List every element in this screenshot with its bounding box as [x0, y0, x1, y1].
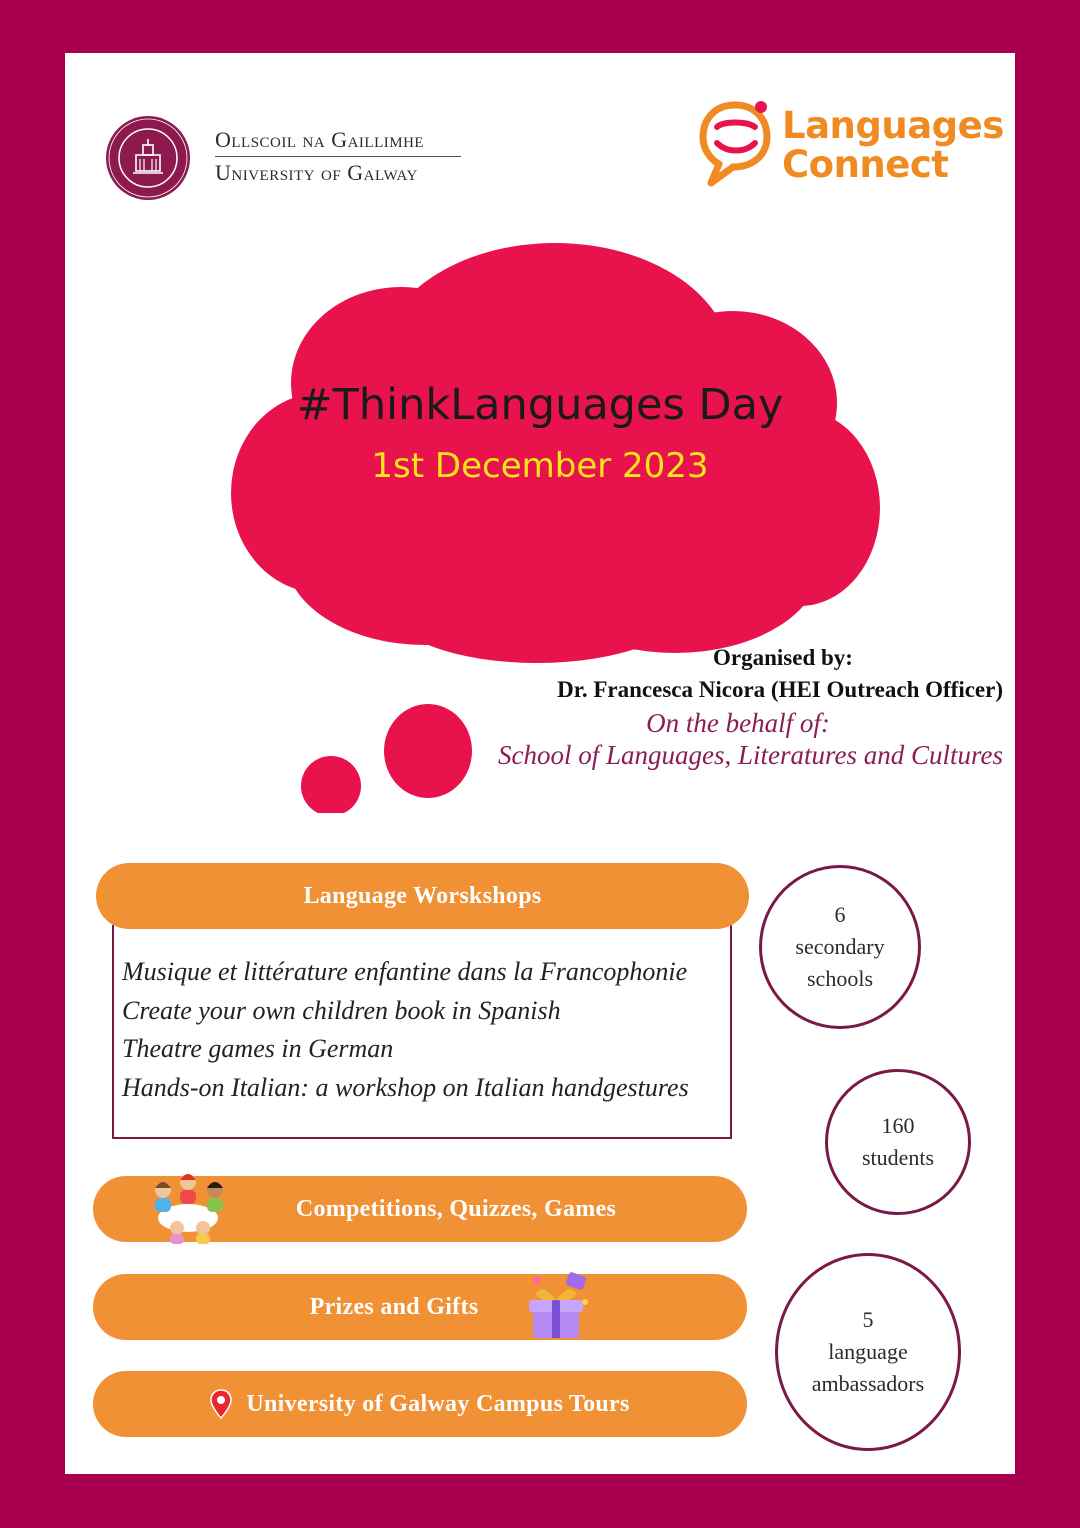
workshops-banner [96, 863, 749, 929]
prizes-label: Prizes and Gifts [309, 1293, 479, 1320]
university-name-irish: Ollscoil na Gaillimhe [215, 127, 461, 157]
stat-label: schools [807, 966, 873, 991]
university-seal-icon [105, 115, 191, 201]
workshop-item: Theatre games in German [122, 1034, 394, 1063]
organiser-label: Organised by: [713, 645, 853, 670]
event-title: #ThinkLanguages Day [296, 380, 784, 430]
languages-connect-line2: Connect [782, 143, 949, 186]
stat-secondary-schools [759, 865, 921, 1029]
competitions-label: Competitions, Quizzes, Games [295, 1195, 617, 1222]
behalf-label: On the behalf of: [646, 708, 830, 738]
stat-label: language [828, 1339, 908, 1364]
event-date: 1st December 2023 [371, 446, 709, 486]
languages-connect-line1: Languages [782, 104, 1004, 147]
campus-tours-banner [93, 1371, 747, 1437]
organiser-name: Dr. Francesca Nicora (HEI Outreach Officer) [557, 677, 1003, 702]
speech-bubble-icon [697, 97, 773, 191]
university-wordmark [215, 127, 461, 186]
stat-students [825, 1069, 971, 1215]
languages-connect-wordmark [782, 106, 1004, 184]
workshops-title: Language Worskshops [303, 882, 542, 909]
stat-label: students [861, 1145, 935, 1170]
gift-box-icon [523, 1268, 595, 1344]
location-pin-icon [210, 1389, 232, 1419]
organiser-block [363, 643, 1003, 771]
prizes-banner [93, 1274, 747, 1340]
workshops-list [112, 925, 732, 1139]
stat-number: 5 [862, 1307, 874, 1332]
university-name-english: University of Galway [215, 160, 418, 185]
stat-number: 6 [834, 902, 846, 927]
poster [65, 53, 1015, 1474]
competitions-banner [93, 1176, 747, 1242]
stat-language-ambassadors [775, 1253, 961, 1451]
school-name: School of Languages, Literatures and Cultures [497, 740, 1003, 770]
campus-tours-label: University of Galway Campus Tours [246, 1390, 630, 1417]
stat-label: ambassadors [811, 1371, 925, 1396]
workshop-item: Hands-on Italian: a workshop on Italian handgestures [122, 1072, 689, 1102]
workshop-item: Musique et littérature enfantine dans la Francophonie [122, 957, 688, 986]
stat-number: 160 [881, 1113, 915, 1138]
children-playing-icon [141, 1170, 235, 1246]
stat-label: secondary [795, 934, 885, 959]
workshop-item: Create your own children book in Spanish [122, 995, 561, 1025]
